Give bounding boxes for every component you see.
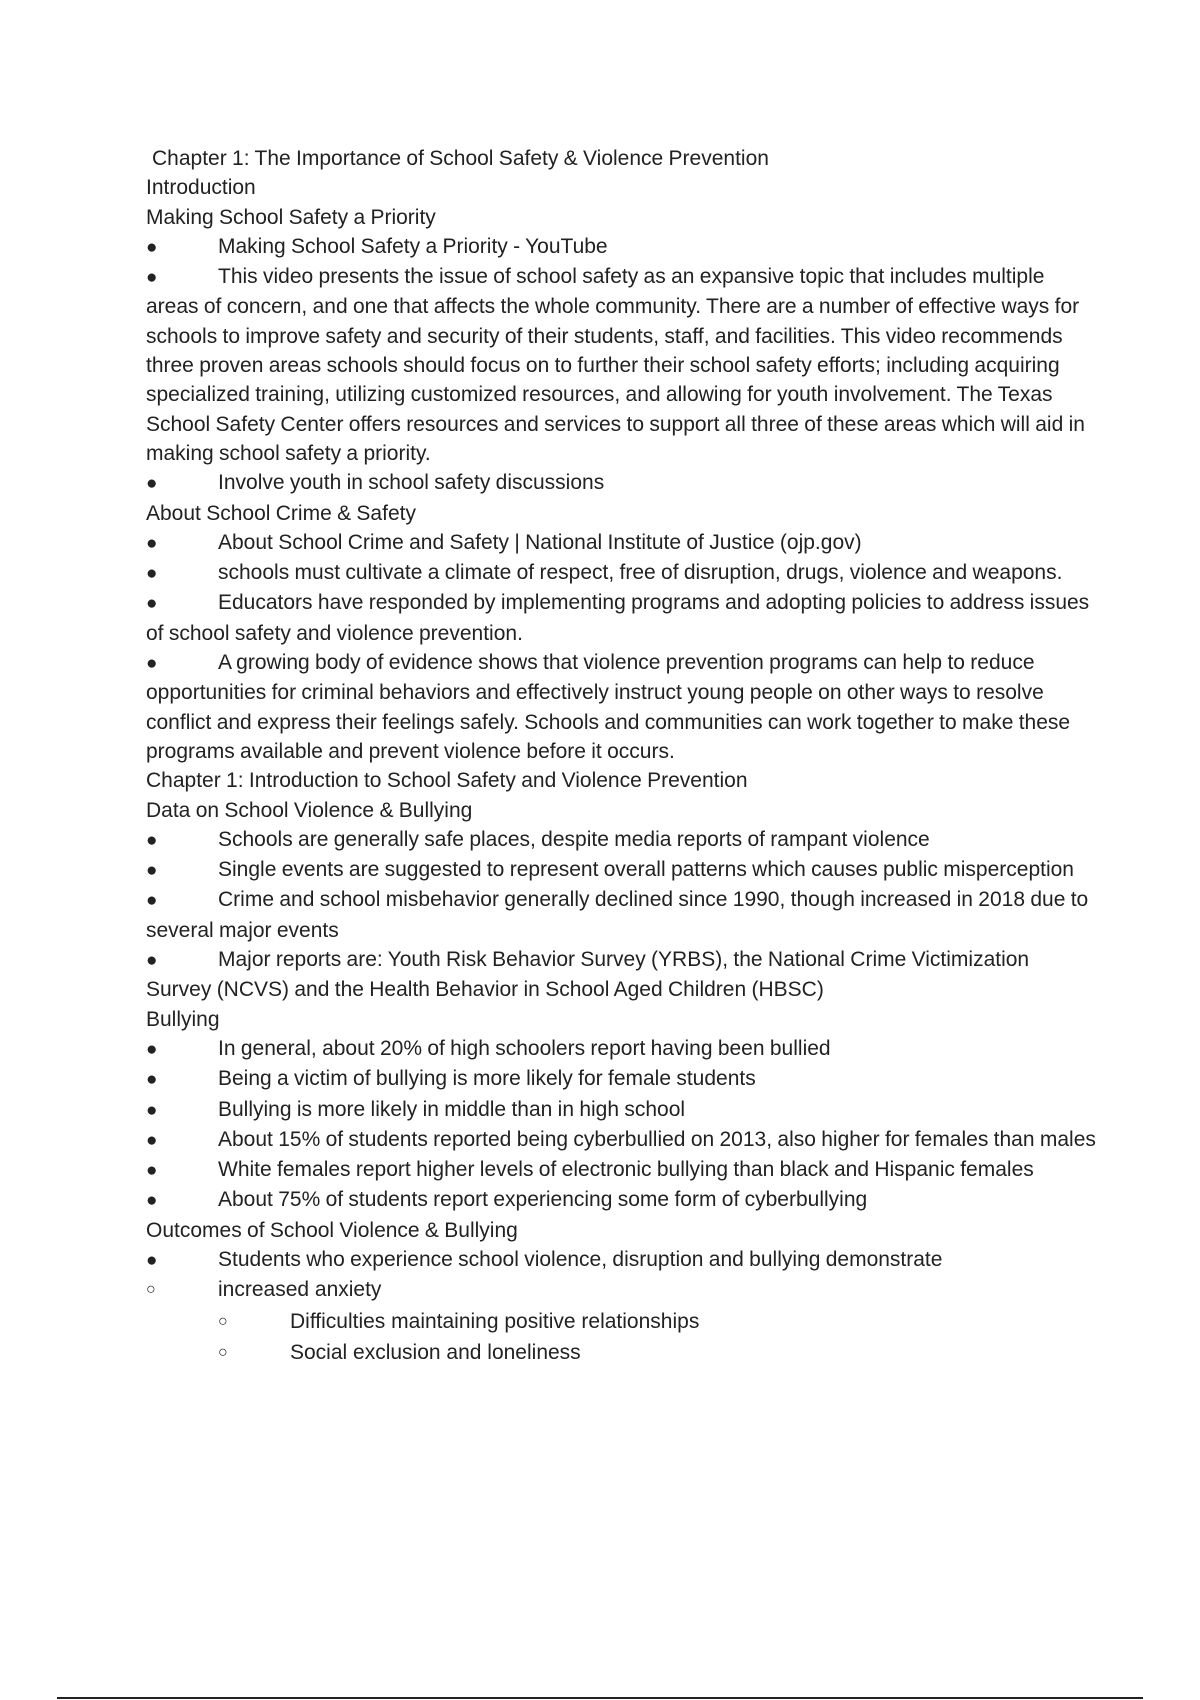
bullet-icon: ● <box>146 1038 158 1060</box>
sub-list-item: ○ Social exclusion and loneliness <box>146 1338 1096 1369</box>
hollow-bullet-icon: ○ <box>146 1281 156 1299</box>
list-item: ● Being a victim of bullying is more likely for female students <box>146 1064 1096 1094</box>
chapter-intro-heading: Chapter 1: Introduction to School Safety and Violence Prevention <box>146 769 748 793</box>
list-item: ● About 75% of students report experiencing some form of cyberbullying <box>146 1185 1096 1215</box>
chapter-title: Chapter 1: The Importance of School Safety & Violence Prevention <box>152 147 769 170</box>
bullet-icon: ● <box>146 563 158 585</box>
bullet-icon: ● <box>146 267 158 289</box>
bullet-icon: ● <box>146 1099 158 1121</box>
outcomes-heading: Outcomes of School Violence & Bullying <box>146 1218 518 1242</box>
hollow-bullet-icon: ○ <box>218 1343 228 1361</box>
sub-list-item: ○ Difficulties maintaining positive relationships <box>146 1307 1096 1338</box>
list-item: ● A growing body of evidence shows that violence prevention programs can help to reduce opportunities for criminal behaviors and effectively instruct young people on other ways to resolve conflict and express their feelings safely. Schools and communities can work together to make these programs available and prevent violence before it occurs. <box>146 648 1096 766</box>
list-item: ● Students who experience school violence, disruption and bullying demonstrate <box>146 1245 1096 1275</box>
bullying-heading: Bullying <box>146 1007 220 1031</box>
footer-divider <box>57 1697 1143 1699</box>
list-item: ○ increased anxiety <box>146 1275 1096 1306</box>
bullet-icon: ● <box>146 236 158 258</box>
list-item: ● Schools are generally safe places, despite media reports of rampant violence <box>146 825 1096 855</box>
introduction-heading: Introduction <box>146 176 256 200</box>
bullet-icon: ● <box>146 829 158 851</box>
hollow-bullet-icon: ○ <box>218 1312 228 1330</box>
bullet-icon: ● <box>146 1190 158 1212</box>
list-item: ● White females report higher levels of electronic bullying than black and Hispanic females <box>146 1155 1096 1185</box>
bullet-icon: ● <box>146 532 158 554</box>
list-item: ● About 15% of students reported being cyberbullied on 2013, also higher for females than males <box>146 1125 1096 1155</box>
bullet-icon: ● <box>146 1249 158 1271</box>
bullet-icon: ● <box>146 950 158 972</box>
crime-safety-heading: About School Crime & Safety <box>146 501 416 525</box>
list-item[interactable]: ● About School Crime and Safety | National Institute of Justice (ojp.gov) <box>146 528 1096 558</box>
document-body <box>146 144 1096 1369</box>
bullet-icon: ● <box>146 473 158 495</box>
list-item: ● Educators have responded by implementing programs and adopting policies to address issues of school safety and violence prevention. <box>146 588 1096 648</box>
list-item: ● Major reports are: Youth Risk Behavior Survey (YRBS), the National Crime Victimization Survey (NCVS) and the Health Behavior in School Aged Children (HBSC) <box>146 945 1096 1005</box>
bullet-icon: ● <box>146 890 158 912</box>
list-item: ● Involve youth in school safety discussions <box>146 468 1096 498</box>
bullet-icon: ● <box>146 1069 158 1091</box>
bullet-icon: ● <box>146 653 158 675</box>
data-heading: Data on School Violence & Bullying <box>146 798 473 822</box>
bullet-icon: ● <box>146 1129 158 1151</box>
list-item[interactable]: ● Making School Safety a Priority - YouTube <box>146 232 1096 262</box>
list-item: ● This video presents the issue of school safety as an expansive topic that includes multiple areas of concern, and one that affects the whole community. There are a number of effective ways for schools to improve safety and security of their students, staff, and facilities. This video recommends three proven areas schools should focus on to further their school safety efforts; including acquiring specialized training, utilizing customized resources, and allowing for youth involvement. The Texas School Safety Center offers resources and services to support all three of these areas which will aid in making school safety a priority. <box>146 262 1096 468</box>
list-item: ● In general, about 20% of high schoolers report having been bullied <box>146 1034 1096 1064</box>
bullet-icon: ● <box>146 860 158 882</box>
list-item: ● Single events are suggested to represent overall patterns which causes public misperception <box>146 855 1096 885</box>
list-item: ● schools must cultivate a climate of respect, free of disruption, drugs, violence and weapons. <box>146 558 1096 588</box>
priority-heading: Making School Safety a Priority <box>146 205 436 229</box>
bullet-icon: ● <box>146 1160 158 1182</box>
list-item: ● Crime and school misbehavior generally declined since 1990, though increased in 2018 due to several major events <box>146 885 1096 945</box>
list-item: ● Bullying is more likely in middle than in high school <box>146 1095 1096 1125</box>
bullet-icon: ● <box>146 593 158 615</box>
